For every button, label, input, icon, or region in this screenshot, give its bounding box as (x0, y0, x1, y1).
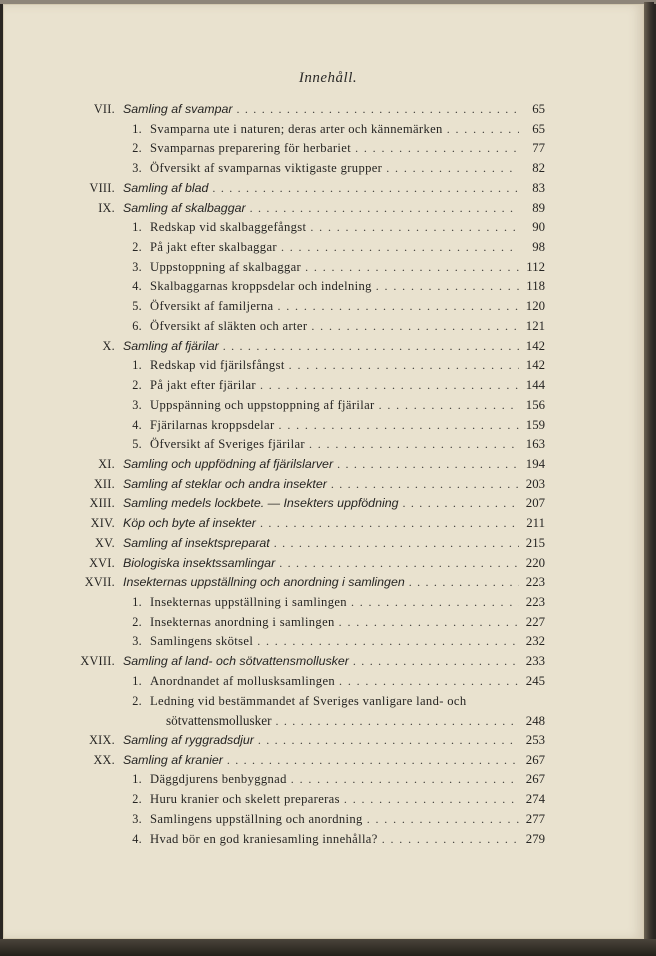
toc-entry-title: Svamparna ute i naturen; deras arter och kännemärken (150, 121, 443, 136)
dot-leader (339, 674, 519, 689)
toc-page-number: 274 (525, 792, 545, 807)
toc-entry-number: VII. (93, 102, 115, 116)
toc-entry-title: Samling af blad (123, 180, 209, 195)
toc-entry-number: 2. (132, 614, 142, 629)
toc-chapter-row (70, 496, 545, 516)
toc-entry-number: 3. (132, 259, 142, 274)
toc-page-number: 118 (526, 279, 545, 294)
dot-leader (250, 201, 519, 216)
toc-section-row (70, 812, 545, 832)
dot-leader (331, 477, 519, 492)
toc-entry-number: 3. (132, 634, 142, 649)
toc-entry-title: Svamparnas preparering för herbariet (150, 141, 352, 156)
toc-entry-number: 1. (132, 121, 142, 136)
dot-leader (379, 398, 519, 413)
toc-entry-number: XII. (93, 476, 115, 491)
dot-leader (277, 299, 519, 314)
toc-chapter-row (70, 457, 545, 477)
toc-entry-number: X. (102, 338, 115, 353)
toc-chapter-row (70, 181, 545, 201)
toc-section-row (70, 358, 545, 378)
toc-page-number: 163 (525, 437, 545, 452)
toc-entry-number: 2. (132, 141, 142, 156)
toc-entry-title: På jakt efter fjärilar (150, 378, 256, 393)
toc-entry-title: Huru kranier och skelett prepareras (150, 792, 340, 807)
toc-entry-number: 1. (132, 594, 142, 609)
toc-section-row (70, 378, 545, 398)
toc-page-number: 267 (525, 752, 545, 767)
toc-chapter-row (70, 477, 545, 497)
toc-entry-title: Samling af insektspreparat (123, 535, 270, 550)
toc-entry-number: 5. (132, 437, 142, 452)
toc-entry-title: Öfversikt af familjerna (150, 299, 274, 314)
dot-leader (367, 812, 519, 827)
dot-leader (281, 240, 519, 255)
toc-page-number: 65 (532, 121, 545, 136)
toc-entry-number: 2. (132, 378, 142, 393)
toc-section-row (70, 792, 545, 812)
dot-leader (353, 654, 519, 669)
toc-page-number: 121 (525, 318, 545, 333)
toc-entry-title: Samling medels lockbete. — Insekters uppfödning (123, 496, 399, 511)
toc-page-number: 159 (525, 417, 545, 432)
toc-page-number: 82 (532, 161, 545, 176)
toc-entry-title: Samling af land- och sötvattensmollusker (123, 654, 349, 669)
toc-chapter-row (70, 654, 545, 674)
toc-entry-title: Insekternas anordning i samlingen (150, 614, 335, 629)
toc-entry-title: Uppspänning och uppstoppning af fjärilar (150, 397, 375, 412)
toc-chapter-row (70, 575, 545, 595)
toc-entry-number: XI. (98, 456, 115, 471)
toc-entry-title: Samling af svampar (123, 102, 233, 116)
toc-section-row (70, 437, 545, 457)
toc-entry-title: På jakt efter skalbaggar (150, 240, 277, 255)
toc-entry-number: 3. (132, 811, 142, 826)
toc-page-number: 89 (532, 200, 545, 215)
toc-chapter-row (70, 516, 545, 536)
toc-page-number: 279 (525, 831, 545, 846)
toc-entry-title: Skalbaggarnas kroppsdelar och indelning (150, 279, 372, 294)
toc-entry-title: Däggdjurens benbyggnad (150, 772, 287, 787)
toc-section-row (70, 832, 545, 852)
toc-page-number: 267 (525, 772, 545, 787)
toc-section-row (70, 595, 545, 615)
toc-entry-number: XX. (93, 752, 115, 767)
toc-entry-number: XVIII. (80, 654, 115, 669)
toc-entry-number: 4. (132, 279, 142, 294)
toc-entry-number: 1. (132, 673, 142, 688)
toc-entry-number: XVII. (84, 575, 115, 590)
toc-section-row (70, 141, 545, 161)
page-title: Innehåll. (298, 70, 358, 86)
toc-entry-title: Samling och uppfödning af fjärilslarver (123, 456, 334, 471)
toc-entry-number: 1. (132, 772, 142, 787)
toc-section-row (70, 398, 545, 418)
toc-page-number: 223 (525, 594, 545, 609)
toc-chapter-row (70, 339, 545, 359)
toc-entry-title: Samling af skalbaggar (123, 200, 246, 215)
dot-leader (291, 772, 519, 787)
toc-entry-number: 2. (132, 693, 142, 708)
toc-entry-number: 3. (132, 397, 142, 412)
dot-leader (227, 753, 519, 768)
dot-leader (355, 141, 519, 156)
toc-section-row (70, 299, 545, 319)
toc-page-number: 98 (532, 240, 545, 255)
toc-entry-number: 4. (132, 831, 142, 846)
toc-entry-number: VIII. (89, 180, 115, 195)
dot-leader (305, 260, 519, 275)
toc-page-number: 156 (525, 397, 545, 412)
toc-page-number: 77 (532, 141, 545, 156)
dot-leader (351, 595, 519, 610)
toc-page-number: 194 (525, 456, 545, 471)
toc-entry-number: 6. (132, 318, 142, 333)
toc-section-row (70, 674, 545, 694)
toc-entry-title: Redskap vid fjärilsfångst (150, 358, 285, 373)
toc-page-number: 90 (532, 220, 545, 235)
dot-leader (258, 733, 519, 748)
toc-page-number: 233 (525, 654, 545, 669)
toc-page-number: 207 (525, 496, 545, 511)
toc-entry-title: Samlingens skötsel (150, 634, 254, 649)
toc-entry-title: Uppstoppning af skalbaggar (150, 259, 302, 274)
toc-entry-number: 1. (132, 220, 142, 235)
toc-chapter-row (70, 536, 545, 556)
toc-entry-title: Hvad bör en god kraniesamling innehålla? (150, 831, 378, 846)
dot-leader (274, 536, 519, 551)
toc-section-row (70, 772, 545, 792)
toc-section-row (70, 279, 545, 299)
toc-page-number: 277 (525, 811, 545, 826)
dot-leader (279, 556, 519, 571)
toc-section-row (70, 240, 545, 260)
dot-leader (257, 634, 519, 649)
dot-leader (309, 437, 519, 452)
toc-page-number: 65 (532, 102, 545, 116)
toc-entry-title: Öfversikt af släkten och arter (150, 318, 308, 333)
toc-entry-title: Köp och byte af insekter (123, 516, 256, 531)
toc-entry-title: Samling af kranier (123, 752, 223, 767)
toc-entry-title: Öfversikt af svamparnas viktigaste grupper (150, 161, 383, 176)
toc-entry-title: Insekternas uppställning och anordning i samlingen (123, 575, 405, 590)
toc-page-number: 253 (525, 733, 545, 747)
toc-entry-number: IX. (98, 200, 115, 215)
dot-leader (310, 220, 519, 235)
toc-entry-number: 2. (132, 240, 142, 255)
toc-section-row (70, 713, 545, 733)
dot-leader (260, 378, 519, 393)
toc-entry-title: sötvattensmollusker (166, 713, 272, 729)
toc-page-number: 120 (525, 299, 545, 314)
dot-leader (223, 339, 519, 354)
dot-leader (276, 714, 520, 729)
toc-chapter-row (70, 102, 545, 122)
toc-chapter-row (70, 556, 545, 576)
toc-page-number: 83 (532, 180, 545, 195)
toc-entry-number: 1. (132, 358, 142, 373)
dot-leader (344, 792, 519, 807)
toc-entry-title: Öfversikt af Sveriges fjärilar (150, 437, 305, 452)
dot-leader (260, 516, 519, 531)
dot-leader (339, 615, 519, 630)
toc-entry-title: Samlingens uppställning och anordning (150, 811, 363, 826)
toc-entry-title: Ledning vid bestämmandet af Sveriges vanligare land- och (150, 693, 467, 708)
page-bottom-edge (0, 939, 656, 956)
toc-entry-title: Biologiska insektssamlingar (123, 555, 276, 570)
toc-entry-title: Samling af fjärilar (123, 338, 219, 353)
toc-entry-number: 5. (132, 299, 142, 314)
toc-entry-number: 2. (132, 792, 142, 807)
toc-page-number: 223 (525, 575, 545, 590)
toc-section-row (70, 220, 545, 240)
toc-page-number: 227 (525, 614, 545, 629)
table-of-contents (70, 102, 545, 851)
toc-section-row (70, 634, 545, 654)
toc-page-number: 203 (525, 476, 545, 491)
toc-page-number: 142 (525, 338, 545, 353)
dot-leader (237, 102, 520, 117)
toc-entry-number: XVI. (89, 555, 115, 570)
dot-leader (447, 122, 519, 137)
toc-entry-title: Anordnandet af mollusksamlingen (150, 673, 336, 688)
dot-leader (386, 161, 519, 176)
toc-entry-title: Insekternas uppställning i samlingen (150, 594, 347, 609)
dot-leader (279, 418, 519, 433)
toc-entry-number: XIII. (89, 496, 115, 511)
dot-leader (212, 181, 519, 196)
toc-section-row (70, 319, 545, 339)
toc-section-row (70, 418, 545, 438)
toc-entry-number: XIV. (90, 516, 115, 531)
dot-leader (382, 832, 519, 847)
toc-page-number: 215 (525, 535, 545, 550)
toc-page-number: 211 (526, 516, 545, 531)
toc-entry-number: 3. (132, 161, 142, 176)
toc-entry-number: XV. (95, 535, 115, 550)
toc-page-number: 245 (525, 673, 545, 688)
toc-section-row (70, 161, 545, 181)
toc-page-number: 220 (525, 555, 545, 570)
toc-entry-title: Fjärilarnas kroppsdelar (150, 417, 275, 432)
toc-section-row (70, 260, 545, 280)
toc-chapter-row (70, 201, 545, 221)
dot-leader (289, 358, 519, 373)
toc-entry-title: Samling af steklar och andra insekter (123, 476, 327, 491)
dot-leader (409, 575, 519, 590)
toc-section-row (70, 694, 545, 714)
toc-section-row (70, 122, 545, 142)
toc-section-row (70, 615, 545, 635)
toc-entry-title: Samling af ryggradsdjur (123, 733, 254, 747)
toc-page-number: 112 (526, 259, 545, 274)
dot-leader (337, 457, 519, 472)
toc-chapter-row (70, 733, 545, 753)
toc-page-number: 142 (525, 358, 545, 373)
toc-page-number: 248 (525, 714, 545, 729)
toc-entry-number: XIX. (89, 733, 115, 747)
dot-leader (376, 279, 519, 294)
page-right-edge (644, 2, 654, 940)
dot-leader (403, 496, 520, 511)
toc-page-number: 144 (525, 378, 545, 393)
toc-entry-number: 4. (132, 417, 142, 432)
toc-chapter-row (70, 753, 545, 773)
toc-entry-title: Redskap vid skalbaggefångst (150, 220, 307, 235)
toc-page-number: 232 (525, 634, 545, 649)
dot-leader (311, 319, 519, 334)
